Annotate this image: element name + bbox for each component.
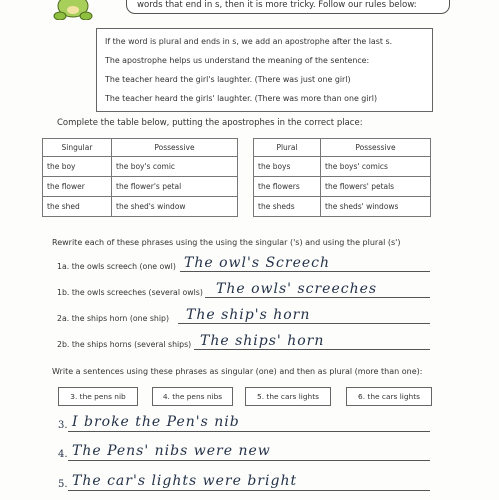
rule-line: The apostrophe helps us understand the meaning of the sentence: — [105, 56, 370, 65]
table-row — [254, 157, 431, 177]
rule-line: The teacher heard the girl's laughter. (There was just one girl) — [105, 75, 351, 84]
table-cell: the boys' comics — [321, 157, 431, 177]
table-cell: the sheds' windows — [321, 197, 431, 217]
sentence-answer: The car's lights were bright — [72, 473, 298, 489]
answer-line — [68, 431, 430, 432]
rewrite-answer: The ship's horn — [186, 307, 311, 323]
table-row — [43, 177, 238, 197]
phrase-box: 3. the pens nib — [58, 387, 138, 406]
table-instruction: Complete the table below, putting the apostrophes in the correct place: — [57, 118, 363, 128]
rule-line: The teacher heard the girls' laughter. (There was more than one girl) — [105, 94, 378, 103]
rewrite-prompt: 2b. the ships horns (several ships) — [57, 340, 192, 349]
rewrite-answer: The owl's Screech — [184, 255, 331, 271]
table-cell: the boy — [43, 157, 112, 177]
table-header: Singular — [43, 139, 112, 157]
table-cell: the boys — [254, 157, 321, 177]
phrase-box: 4. the pens nibs — [152, 387, 233, 406]
table-row — [43, 197, 238, 217]
table-row — [254, 197, 431, 217]
rewrite-instruction: Rewrite each of these phrases using the using the singular ('s) and using the plural (s') — [52, 238, 401, 247]
answer-line — [180, 271, 430, 272]
answer-line — [68, 490, 430, 491]
rewrite-prompt: 1b. the owls screeches (several owls) — [57, 288, 203, 297]
table-cell: the shed's window — [112, 197, 238, 217]
answer-line — [68, 460, 430, 461]
answer-line — [178, 323, 430, 324]
singular-table — [42, 138, 238, 217]
table-row — [43, 157, 238, 177]
table-cell: the shed — [43, 197, 112, 217]
table-cell: the flower's petal — [112, 177, 238, 197]
sentence-answer: The Pens' nibs were new — [72, 443, 271, 459]
table-header: Possessive — [112, 139, 238, 157]
speech-bubble-text: words that end in s, then it is more tricky. Follow our rules below: — [137, 0, 417, 10]
rewrite-answer: The ships' horn — [200, 333, 325, 349]
table-cell: the flowers — [254, 177, 321, 197]
sentence-answer: I broke the Pen's nib — [72, 414, 240, 430]
plural-table — [253, 138, 431, 217]
table-cell: the flower — [43, 177, 112, 197]
table-header: Possessive — [321, 139, 431, 157]
speech-bubble — [126, 0, 450, 14]
rule-line: If the word is plural and ends in s, we add an apostrophe after the last s. — [105, 37, 393, 46]
table-cell: the boy's comic — [112, 157, 238, 177]
rewrite-prompt: 1a. the owls screech (one owl) — [57, 262, 176, 271]
phrase-box: 5. the cars lights — [245, 387, 331, 406]
sentence-number: 5. — [58, 479, 68, 490]
rewrite-prompt: 2a. the ships horn (one ship) — [57, 314, 170, 323]
sentence-number: 3. — [58, 420, 68, 431]
answer-line — [194, 349, 430, 350]
table-cell: the sheds — [254, 197, 321, 217]
rule-box — [96, 28, 433, 112]
table-header: Plural — [254, 139, 321, 157]
rewrite-answer: The owls' screeches — [216, 281, 378, 297]
phrase-box: 6. the cars lights — [346, 387, 432, 406]
answer-line — [205, 297, 430, 298]
sentence-instruction: Write a sentences using these phrases as singular (one) and then as plural (more than one): — [52, 367, 423, 376]
sentence-number: 4. — [58, 449, 68, 460]
frog-mascot-icon — [53, 0, 93, 20]
table-row — [254, 177, 431, 197]
table-cell: the flowers' petals — [321, 177, 431, 197]
